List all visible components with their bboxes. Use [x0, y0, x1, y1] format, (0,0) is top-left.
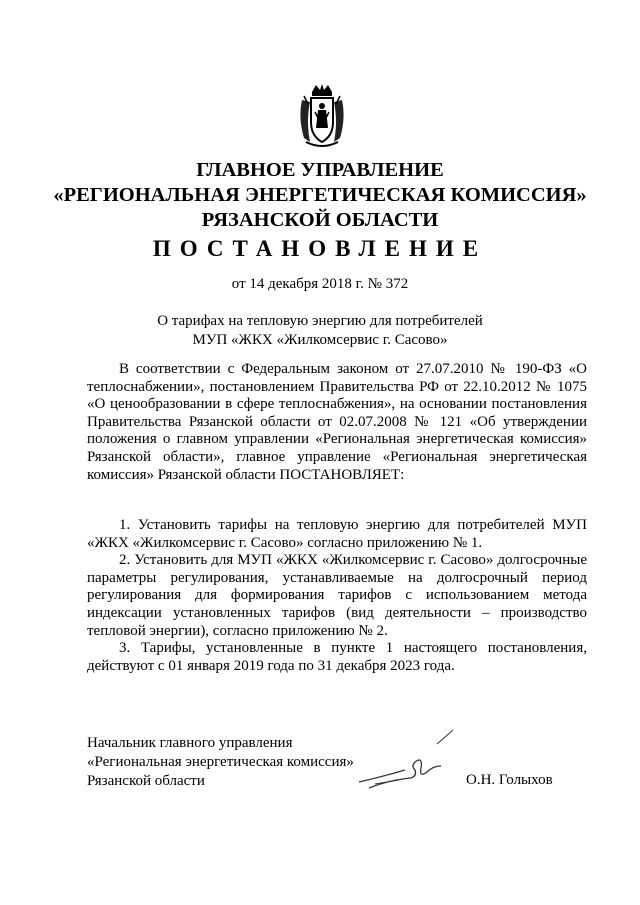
signer-name: О.Н. Голыхов [466, 772, 553, 788]
signatory-position [87, 734, 354, 791]
handwritten-signature-icon [355, 726, 455, 794]
document-date-number: от 14 декабря 2018 г. № 372 [231, 276, 409, 292]
organization-name [0, 158, 640, 233]
document-title: ПОСТАНОВЛЕНИЕ [152, 236, 488, 261]
subject-line-1: О тарифах на тепловую энергию для потребителей [157, 313, 483, 329]
org-line-2: «РЕГИОНАЛЬНАЯ ЭНЕРГЕТИЧЕСКАЯ КОМИССИЯ» [53, 184, 587, 206]
org-line-1: ГЛАВНОЕ УПРАВЛЕНИЕ [196, 159, 444, 181]
position-line-1: Начальник главного управления [87, 735, 293, 751]
document-subject [0, 312, 640, 350]
position-line-3: Рязанской области [87, 773, 205, 789]
resolution-item-3: 3. Тарифы, установленные в пункте 1 настоящего постановления, действуют с 01 января 2019 года по 31 декабря 2023 года. [87, 640, 587, 674]
org-line-3: РЯЗАНСКОЙ ОБЛАСТИ [201, 209, 439, 231]
resolution-item-2: 2. Установить для МУП «ЖКХ «Жилкомсервис г. Сасово» долгосрочные параметры регулирования, устанавливаемые на долгосрочный период регулирования для формирования тарифов с использованием метода индексации установленных тарифов (вид деятельности – производство тепловой энергии), согласно приложению № 2. [87, 552, 587, 639]
preamble-paragraph: В соответствии с Федеральным законом от 27.07.2010 № 190-ФЗ «О теплоснабжении», постановлением Правительства РФ от 22.10.2012 № 1075 «О ценообразовании в сфере теплоснабжения», на основании постановления Правительства Рязанской области от 02.07.2008 № 121 «Об утверждении положения о главном управлении «Региональная энергетическая комиссия» Рязанской области», главное управление «Региональная энергетическая комиссия» Рязанской области ПОСТАНОВЛЯЕТ: [87, 361, 587, 483]
coat-of-arms-icon [296, 82, 348, 150]
position-line-2: «Региональная энергетическая комиссия» [87, 754, 354, 770]
resolution-item-1: 1. Установить тарифы на тепловую энергию для потребителей МУП «ЖКХ «Жилкомсервис г. Сасово» согласно приложению № 1. [87, 517, 587, 551]
resolution-items [87, 517, 587, 675]
subject-line-2: МУП «ЖКХ «Жилкомсервис г. Сасово» [192, 332, 448, 348]
